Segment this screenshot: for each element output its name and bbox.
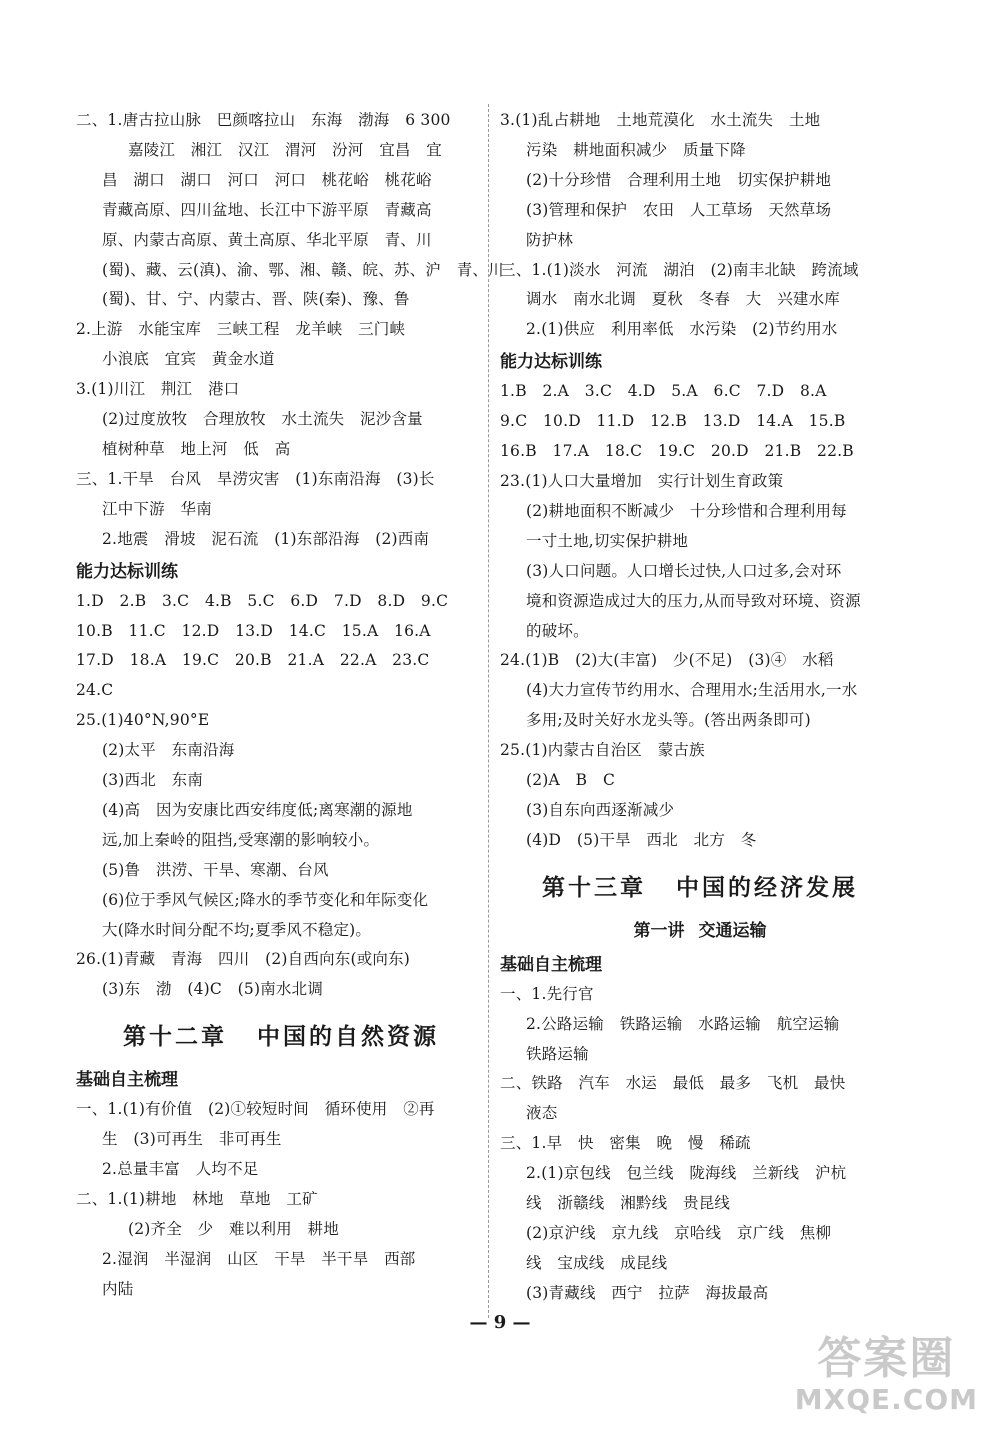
answer-line: (2)耕地面积不断减少 十分珍惜和合理利用每: [526, 501, 847, 520]
answer-line: 境和资源造成过大的压力,从而导致对环境、资源: [526, 591, 861, 610]
answer-line: (5)鲁 洪涝、干旱、寒潮、台风: [102, 860, 329, 879]
answer-line: 二、铁路 汽车 水运 最低 最多 飞机 最快: [500, 1074, 846, 1093]
answer-line: 3.(1)乱占耕地 土地荒漠化 水土流失 土地: [500, 111, 821, 129]
answer-line: 植树种草 地上河 低 高: [102, 439, 291, 458]
answer-line: 三、1.干旱 台风 旱涝灾害 (1)东南沿海 (3)长: [76, 469, 435, 488]
answer-line: (2)京沪线 京九线 京哈线 京广线 焦柳: [526, 1224, 832, 1242]
answer-line: (3)西北 东南: [102, 771, 204, 790]
answer-line: 小浪底 宜宾 黄金水道: [102, 350, 275, 369]
chapter-title: 中国的自然资源: [257, 1024, 439, 1051]
answer-line: 24.(1)B (2)大(丰富) 少(不足) (3)④ 水稻: [500, 651, 834, 670]
watermark-logo: [795, 1334, 978, 1416]
answer-line: (3)人口问题。人口增长过快,人口过多,会对环: [526, 561, 842, 580]
chapter-heading: [500, 870, 900, 906]
watermark-title: 答案圈: [817, 1333, 956, 1384]
section-heading: 基础自主梳理: [76, 1070, 178, 1091]
chapter-number: 第十二章: [123, 1024, 227, 1051]
answer-line: 一、1.先行官: [500, 984, 594, 1003]
answer-line: 2.公路运输 铁路运输 水路运输 航空运输: [526, 1014, 840, 1033]
answer-line: 嘉陵江 湘江 汉江 渭河 汾河 宜昌 宜: [128, 140, 443, 159]
answer-line: 污染 耕地面积减少 质量下降: [526, 140, 746, 159]
answer-line: 一、1.(1)有价值 (2)①较短时间 循环使用 ②再: [76, 1100, 435, 1119]
answer-line: 3.(1)川江 荆江 港口: [76, 380, 240, 399]
answer-line: (3)青藏线 西宁 拉萨 海拔最高: [526, 1283, 769, 1302]
chapter-title: 中国的经济发展: [676, 874, 858, 901]
answer-line: 10.B 11.C 12.D 13.D 14.C 15.A 16.A: [76, 621, 431, 640]
answer-line: 原、内蒙古高原、黄土高原、华北平原 青、川: [102, 230, 432, 249]
section-heading: 能力达标训练: [76, 561, 178, 582]
answer-line: 铁路运输: [526, 1044, 589, 1063]
answer-line: 昌 湖口 湖口 河口 河口 桃花峪 桃花峪: [102, 170, 432, 189]
answer-line: 二、1.唐古拉山脉 巴颜喀拉山 东海 渤海 6 300: [76, 111, 451, 129]
answer-line: 1.B 2.A 3.C 4.D 5.A 6.C 7.D 8.A: [500, 382, 827, 401]
answer-line: 2.上游 水能宝库 三峡工程 龙羊峡 三门峡: [76, 320, 406, 339]
answer-line: 二、1.(1)耕地 林地 草地 工矿: [76, 1190, 318, 1208]
answer-line: 三、1.(1)淡水 河流 湖泊 (2)南丰北缺 跨流域: [500, 260, 859, 279]
answer-line: 17.D 18.A 19.C 20.B 21.A 22.A 23.C: [76, 651, 430, 670]
answer-line: 三、1.早 快 密集 晚 慢 稀疏: [500, 1134, 751, 1153]
answer-line: 2.(1)供应 利用率低 水污染 (2)节约用水: [526, 320, 838, 339]
answer-line: (4)大力宣传节约用水、合理用水;生活用水,一水: [526, 681, 858, 700]
answer-line: 25.(1)40°N,90°E: [76, 711, 210, 730]
answer-line: 远,加上秦岭的阻挡,受寒潮的影响较小。: [102, 830, 380, 849]
answer-line: (蜀)、藏、云(滇)、渝、鄂、湘、赣、皖、苏、沪 青、川: [102, 260, 504, 279]
answer-line: (2)A B C: [526, 771, 615, 790]
watermark-url: MXQE.COM: [794, 1383, 978, 1416]
answer-line: 内陆: [102, 1279, 134, 1298]
answer-line: 25.(1)内蒙古自治区 蒙古族: [500, 741, 705, 760]
answer-line: 26.(1)青藏 青海 四川 (2)自西向东(或向东): [76, 950, 411, 969]
page-number: — 9 —: [469, 1312, 531, 1333]
answer-line: (4)D (5)干旱 西北 北方 冬: [526, 830, 757, 849]
answer-line: 的破坏。: [526, 621, 589, 640]
answer-line: 23.(1)人口大量增加 实行计划生育政策: [500, 471, 784, 490]
column-divider: [488, 104, 489, 1318]
answer-line: 调水 南水北调 夏秋 冬春 大 兴建水库: [526, 290, 841, 309]
chapter-heading: [76, 1019, 486, 1055]
answer-line: 2.(1)京包线 包兰线 陇海线 兰新线 沪杭: [526, 1164, 847, 1183]
section-heading: 能力达标训练: [500, 352, 602, 373]
section-heading: 基础自主梳理: [500, 954, 602, 975]
answer-line: 液态: [526, 1104, 558, 1123]
answer-line: 2.地震 滑坡 泥石流 (1)东部沿海 (2)西南: [102, 529, 430, 548]
lecture-heading: [500, 916, 900, 946]
answer-line: 1.D 2.B 3.C 4.B 5.C 6.D 7.D 8.D 9.C: [76, 591, 449, 610]
right-column: [500, 106, 900, 1309]
answer-line: 16.B 17.A 18.C 19.C 20.D 21.B 22.B: [500, 442, 854, 461]
answer-line: 防护林: [526, 230, 574, 249]
answer-line: 多用;及时关好水龙头等。(答出两条即可): [526, 711, 811, 730]
answer-line: 一寸土地,切实保护耕地: [526, 531, 689, 550]
answer-line: (4)高 因为安康比西安纬度低;离寒潮的源地: [102, 800, 413, 819]
answer-line: 生 (3)可再生 非可再生: [102, 1130, 282, 1149]
lecture-title: 交通运输: [698, 920, 767, 941]
answer-line: (蜀)、甘、宁、内蒙古、晋、陕(秦)、豫、鲁: [102, 290, 410, 309]
left-column: [76, 106, 504, 1305]
answer-line: (3)东 渤 (4)C (5)南水北调: [102, 980, 324, 999]
answer-line: (6)位于季风气候区;降水的季节变化和年际变化: [102, 890, 429, 909]
answer-line: 江中下游 华南: [102, 499, 212, 518]
answer-line: 9.C 10.D 11.D 12.B 13.D 14.A 15.B: [500, 412, 846, 431]
answer-line: (2)十分珍惜 合理利用土地 切实保护耕地: [526, 170, 832, 189]
answer-line: (2)太平 东南沿海: [102, 741, 235, 760]
answer-line: (3)管理和保护 农田 人工草场 天然草场: [526, 200, 832, 219]
lecture-number: 第一讲: [633, 920, 685, 941]
answer-line: (2)过度放牧 合理放牧 水土流失 泥沙含量: [102, 410, 423, 429]
answer-line: (2)齐全 少 难以利用 耕地: [128, 1219, 339, 1238]
answer-line: 2.总量丰富 人均不足: [102, 1160, 259, 1179]
answer-line: 线 浙赣线 湘黔线 贵昆线: [526, 1194, 731, 1213]
chapter-number: 第十三章: [542, 874, 646, 901]
answer-line: 2.湿润 半湿润 山区 干旱 半干旱 西部: [102, 1249, 416, 1268]
answer-line: 大(降水时间分配不均;夏季风不稳定)。: [102, 920, 372, 939]
answer-line: (3)自东向西逐渐减少: [526, 800, 675, 819]
answer-line: 24.C: [76, 681, 114, 700]
answer-line: 青藏高原、四川盆地、长江中下游平原 青藏高: [102, 200, 432, 219]
answer-line: 线 宝成线 成昆线: [526, 1253, 668, 1272]
